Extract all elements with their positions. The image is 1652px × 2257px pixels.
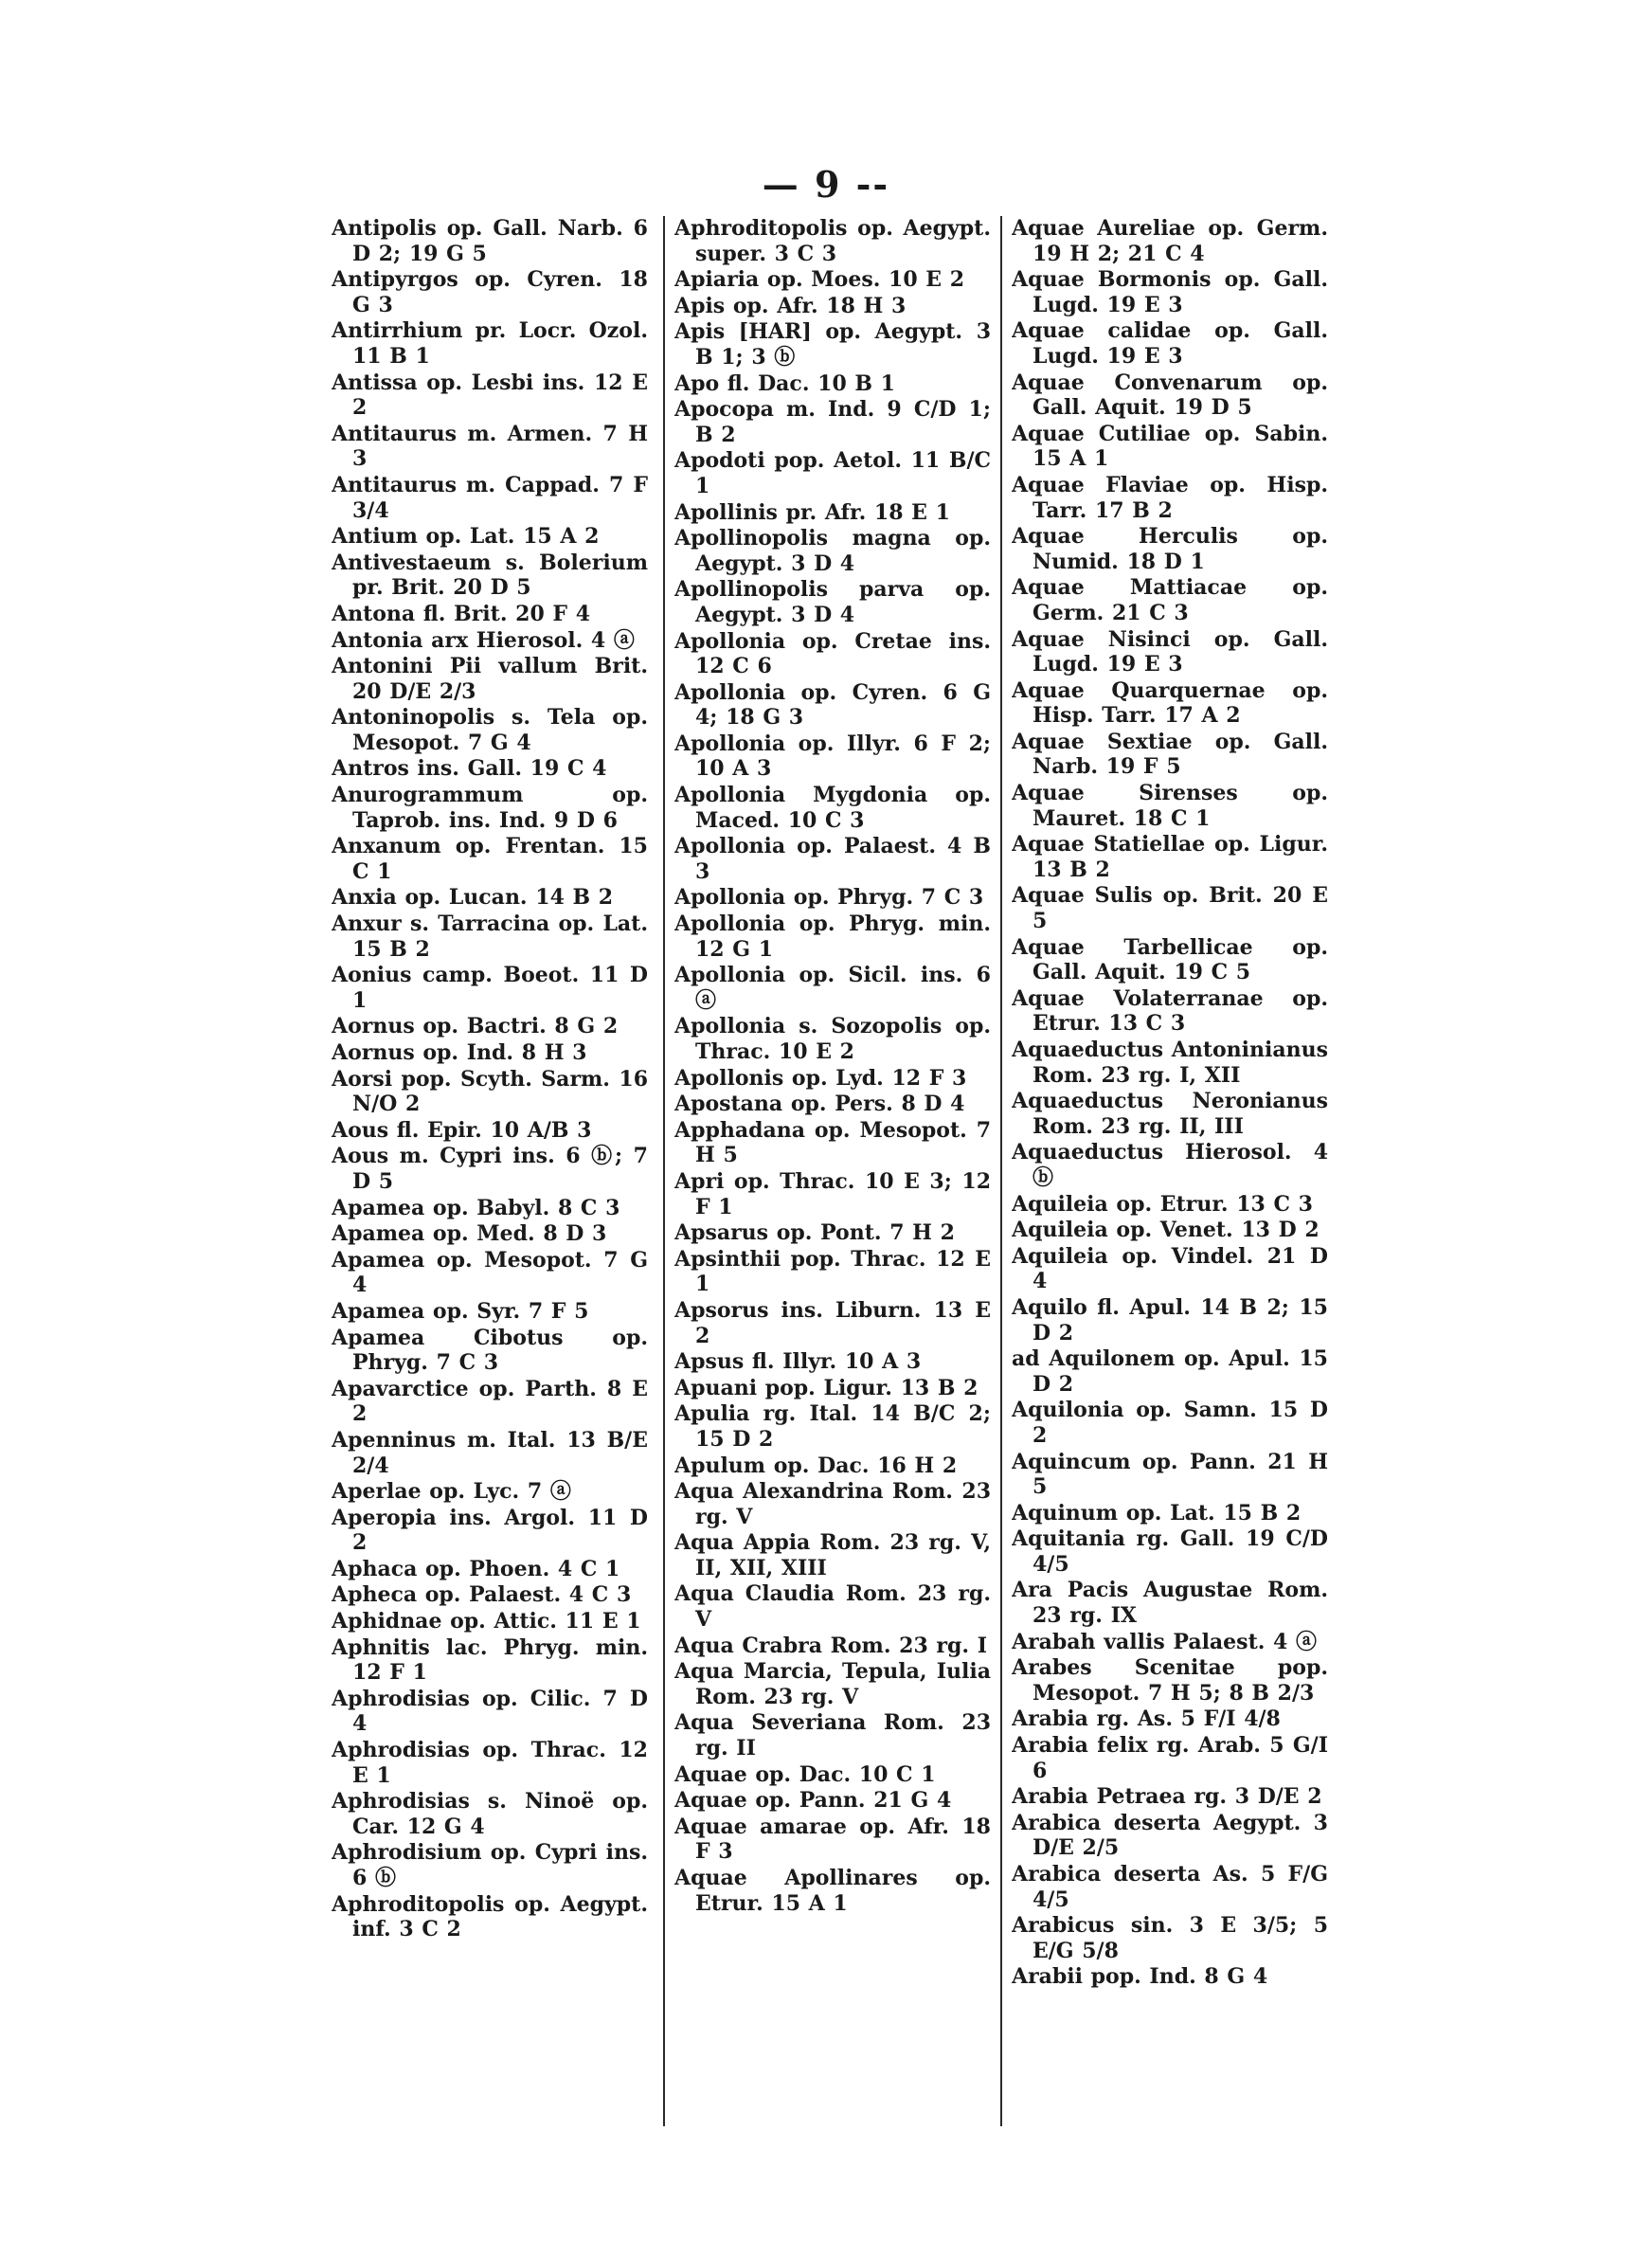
index-entry: Apsorus ins. Liburn. 13 E 2 — [674, 1297, 991, 1348]
index-entry: Aquaeductus Hierosol. 4 ⓑ — [1012, 1140, 1328, 1190]
index-entry: Aquae Tarbellicae op. Gall. Aquit. 19 C 5 — [1012, 934, 1328, 985]
index-entry: Aquileia op. Venet. 13 D 2 — [1012, 1218, 1320, 1243]
index-entry: Apphadana op. Mesopot. 7 H 5 — [674, 1117, 991, 1168]
index-entry: Aquae Cutiliae op. Sabin. 15 A 1 — [1012, 421, 1328, 472]
index-entry: Apulia rg. Ital. 14 B/C 2; 15 D 2 — [674, 1401, 991, 1452]
index-columns — [332, 216, 1353, 2126]
index-entry: Aquileia op. Etrur. 13 C 3 — [1012, 1191, 1313, 1217]
index-entry: Aquae Nisinci op. Gall. Lugd. 19 E 3 — [1012, 626, 1328, 677]
index-entry: Arabicus sin. 3 E 3/5; 5 E/G 5/8 — [1012, 1913, 1328, 1963]
index-entry: Aquilo fl. Apul. 14 B 2; 15 D 2 — [1012, 1294, 1328, 1345]
index-entry: Apamea op. Med. 8 D 3 — [332, 1221, 607, 1247]
index-entry: Antona fl. Brit. 20 F 4 — [332, 601, 591, 626]
index-entry: Anxia op. Lucan. 14 B 2 — [332, 885, 614, 911]
index-entry: Aphrodisias s. Ninoë op. Car. 12 G 4 — [332, 1789, 648, 1839]
index-entry: Antium op. Lat. 15 A 2 — [332, 524, 600, 550]
index-entry: Aous m. Cypri ins. 6 ⓑ; 7 D 5 — [332, 1144, 648, 1194]
index-entry: Apamea op. Mesopot. 7 G 4 — [332, 1247, 648, 1298]
index-entry: Apis [HAR] op. Aegypt. 3 B 1; 3 ⓑ — [674, 319, 991, 370]
index-entry: Aqua Appia Rom. 23 rg. V, II, XII, XIII — [674, 1530, 991, 1580]
index-entry: Apo fl. Dac. 10 B 1 — [674, 370, 895, 396]
index-entry: Aphroditopolis op. Aegypt. inf. 3 C 2 — [332, 1891, 648, 1942]
index-entry: Apollonia op. Phryg. min. 12 G 1 — [674, 912, 991, 962]
index-entry: Aornus op. Ind. 8 H 3 — [332, 1040, 587, 1065]
index-entry: Apodoti pop. Aetol. 11 B/C 1 — [674, 448, 991, 498]
index-entry: Apollonia op. Illyr. 6 F 2; 10 A 3 — [674, 731, 991, 782]
index-entry: Antitaurus m. Cappad. 7 F 3/4 — [332, 472, 648, 523]
index-entry: Arabia rg. As. 5 F/I 4/8 — [1012, 1706, 1281, 1732]
index-entry: Aquaeductus Neronianus Rom. 23 rg. II, III — [1012, 1089, 1328, 1139]
index-entry: Aperopia ins. Argol. 11 D 2 — [332, 1505, 648, 1556]
index-entry: Aphidnae op. Attic. 11 E 1 — [332, 1609, 641, 1634]
index-entry: Antros ins. Gall. 19 C 4 — [332, 756, 607, 782]
index-entry: Aquincum op. Pann. 21 H 5 — [1012, 1449, 1328, 1500]
index-entry: Apollonis op. Lyd. 12 F 3 — [674, 1065, 967, 1091]
index-entry: Aquae Convenarum op. Gall. Aquit. 19 D 5 — [1012, 370, 1328, 421]
index-entry: Apulum op. Dac. 16 H 2 — [674, 1453, 958, 1478]
index-entry: Antipyrgos op. Cyren. 18 G 3 — [332, 267, 648, 317]
index-entry: Aquae Mattiacae op. Germ. 21 C 3 — [1012, 575, 1328, 625]
index-entry: Anxanum op. Frentan. 15 C 1 — [332, 834, 648, 884]
index-entry: Aphaca op. Phoen. 4 C 1 — [332, 1556, 620, 1581]
index-entry: Apis op. Afr. 18 H 3 — [674, 293, 907, 318]
index-entry: Aquae Apollinares op. Etrur. 15 A 1 — [674, 1866, 991, 1916]
index-entry: Aquae Aureliae op. Germ. 19 H 2; 21 C 4 — [1012, 216, 1328, 266]
index-entry: Apollonia op. Cyren. 6 G 4; 18 G 3 — [674, 679, 991, 731]
index-entry: Apiaria op. Moes. 10 E 2 — [674, 267, 965, 293]
index-entry: Apuani pop. Ligur. 13 B 2 — [674, 1375, 979, 1400]
index-entry: Apollonia Mygdonia op. Maced. 10 C 3 — [674, 783, 991, 833]
index-entry: Apsinthii pop. Thrac. 12 E 1 — [674, 1246, 991, 1297]
index-entry: Antonini Pii vallum Brit. 20 D/E 2/3 — [332, 654, 648, 704]
index-entry: Anurogrammum op. Taprob. ins. Ind. 9 D 6 — [332, 783, 648, 833]
index-entry: Aquae amarae op. Afr. 18 F 3 — [674, 1814, 991, 1865]
index-entry: Aorsi pop. Scyth. Sarm. 16 N/O 2 — [332, 1066, 648, 1117]
index-entry: Aquae Sextiae op. Gall. Narb. 19 F 5 — [1012, 729, 1328, 780]
index-entry: Apamea Cibotus op. Phryg. 7 C 3 — [332, 1325, 648, 1376]
index-entry: Aous fl. Epir. 10 A/B 3 — [332, 1117, 592, 1143]
index-entry: Apamea op. Babyl. 8 C 3 — [332, 1195, 620, 1220]
index-entry: Apocopa m. Ind. 9 C/D 1; B 2 — [674, 397, 991, 447]
index-entry: Antipolis op. Gall. Narb. 6 D 2; 19 G 5 — [332, 216, 648, 266]
index-entry: Aquae Sulis op. Brit. 20 E 5 — [1012, 883, 1328, 934]
index-entry: Apollonia s. Sozopolis op. Thrac. 10 E 2 — [674, 1014, 991, 1064]
page-number: — 9 -- — [762, 163, 890, 206]
index-entry: Aquae Volaterranae op. Etrur. 13 C 3 — [1012, 985, 1328, 1037]
index-entry: Antivestaeum s. Bolerium pr. Brit. 20 D 5 — [332, 550, 648, 601]
index-entry: Aquae op. Pann. 21 G 4 — [674, 1788, 952, 1814]
index-entry: Aperlae op. Lyc. 7 ⓐ — [332, 1479, 571, 1505]
column-divider — [663, 216, 665, 2126]
index-entry: Apollinis pr. Afr. 18 E 1 — [674, 499, 950, 525]
index-entry: ad Aquilonem op. Apul. 15 D 2 — [1012, 1346, 1328, 1397]
index-entry: Arabia Petraea rg. 3 D/E 2 — [1012, 1784, 1322, 1810]
index-entry: Arabah vallis Palaest. 4 ⓐ — [1012, 1629, 1318, 1654]
index-entry: Antoninopolis s. Tela op. Mesopot. 7 G 4 — [332, 705, 648, 755]
index-entry: Aphrodisias op. Thrac. 12 E 1 — [332, 1738, 648, 1788]
index-entry: Aphroditopolis op. Aegypt. super. 3 C 3 — [674, 216, 991, 266]
index-entry: Arabes Scenitae pop. Mesopot. 7 H 5; 8 B 2/3 — [1012, 1655, 1328, 1706]
index-entry: Apollonia op. Cretae ins. 12 C 6 — [674, 628, 991, 679]
index-entry: Arabii pop. Ind. 8 G 4 — [1012, 1964, 1268, 1990]
index-entry: Apollinopolis parva op. Aegypt. 3 D 4 — [674, 577, 991, 627]
index-entry: Aquae Herculis op. Numid. 18 D 1 — [1012, 524, 1328, 574]
index-entry: Apamea op. Syr. 7 F 5 — [332, 1298, 589, 1324]
index-entry: Aqua Claudia Rom. 23 rg. V — [674, 1581, 991, 1633]
index-column-3 — [1012, 216, 1328, 2126]
index-entry: Aquae Sirenses op. Mauret. 18 C 1 — [1012, 781, 1328, 831]
index-entry: Apollonia op. Sicil. ins. 6 ⓐ — [674, 963, 991, 1013]
index-entry: Aonius camp. Boeot. 11 D 1 — [332, 963, 648, 1013]
index-entry: Aquae calidae op. Gall. Lugd. 19 E 3 — [1012, 318, 1328, 369]
index-entry: Antitaurus m. Armen. 7 H 3 — [332, 421, 648, 472]
index-entry: Antirrhium pr. Locr. Ozol. 11 B 1 — [332, 318, 648, 369]
index-entry: Aquae Bormonis op. Gall. Lugd. 19 E 3 — [1012, 267, 1328, 317]
index-entry: Apri op. Thrac. 10 E 3; 12 F 1 — [674, 1168, 991, 1219]
index-column-2 — [674, 216, 991, 2126]
index-entry: Aquileia op. Vindel. 21 D 4 — [1012, 1243, 1328, 1294]
index-entry: Apsarus op. Pont. 7 H 2 — [674, 1220, 955, 1246]
index-entry: Apollonia op. Phryg. 7 C 3 — [674, 885, 984, 911]
index-column-1 — [332, 216, 648, 2126]
index-entry: Aqua Alexandrina Rom. 23 rg. V — [674, 1479, 991, 1529]
index-entry: Aquae Quarquernae op. Hisp. Tarr. 17 A 2 — [1012, 677, 1328, 729]
index-entry: Antonia arx Hierosol. 4 ⓐ — [332, 627, 635, 653]
index-entry: Anxur s. Tarracina op. Lat. 15 B 2 — [332, 912, 648, 962]
index-entry: Aqua Crabra Rom. 23 rg. I — [674, 1633, 988, 1658]
index-entry: Apavarctice op. Parth. 8 E 2 — [332, 1376, 648, 1427]
index-entry: Antissa op. Lesbi ins. 12 E 2 — [332, 370, 648, 421]
index-entry: Aphrodisias op. Cilic. 7 D 4 — [332, 1686, 648, 1737]
index-entry: Apenninus m. Ital. 13 B/E 2/4 — [332, 1427, 648, 1478]
index-entry: Aqua Marcia, Tepula, Iulia Rom. 23 rg. V — [674, 1659, 991, 1709]
index-entry: Aquilonia op. Samn. 15 D 2 — [1012, 1398, 1328, 1448]
index-entry: Arabica deserta Aegypt. 3 D/E 2/5 — [1012, 1810, 1328, 1861]
index-entry: Apsus fl. Illyr. 10 A 3 — [674, 1349, 922, 1375]
index-entry: Apostana op. Pers. 8 D 4 — [674, 1092, 965, 1117]
index-entry: Apheca op. Palaest. 4 C 3 — [332, 1582, 632, 1608]
index-entry: Aphrodisium op. Cypri ins. 6 ⓑ — [332, 1840, 648, 1890]
index-entry: Aquae Statiellae op. Ligur. 13 B 2 — [1012, 832, 1328, 882]
index-entry: Aornus op. Bactri. 8 G 2 — [332, 1014, 619, 1039]
index-entry: Aquae op. Dac. 10 C 1 — [674, 1761, 936, 1787]
index-entry: Aphnitis lac. Phryg. min. 12 F 1 — [332, 1634, 648, 1686]
index-entry: Apollonia op. Palaest. 4 B 3 — [674, 834, 991, 884]
column-divider — [1000, 216, 1002, 2126]
index-entry: Arabica deserta As. 5 F/G 4/5 — [1012, 1862, 1328, 1912]
index-entry: Arabia felix rg. Arab. 5 G/I 6 — [1012, 1733, 1328, 1783]
index-entry: Aquae Flaviae op. Hisp. Tarr. 17 B 2 — [1012, 472, 1328, 523]
index-entry: Aquitania rg. Gall. 19 C/D 4/5 — [1012, 1526, 1328, 1577]
index-entry: Apollinopolis magna op. Aegypt. 3 D 4 — [674, 526, 991, 576]
index-entry: Aquinum op. Lat. 15 B 2 — [1012, 1500, 1302, 1526]
index-entry: Ara Pacis Augustae Rom. 23 rg. IX — [1012, 1578, 1328, 1629]
index-entry: Aquaeductus Antoninianus Rom. 23 rg. I, XII — [1012, 1038, 1328, 1088]
index-entry: Aqua Severiana Rom. 23 rg. II — [674, 1710, 991, 1761]
